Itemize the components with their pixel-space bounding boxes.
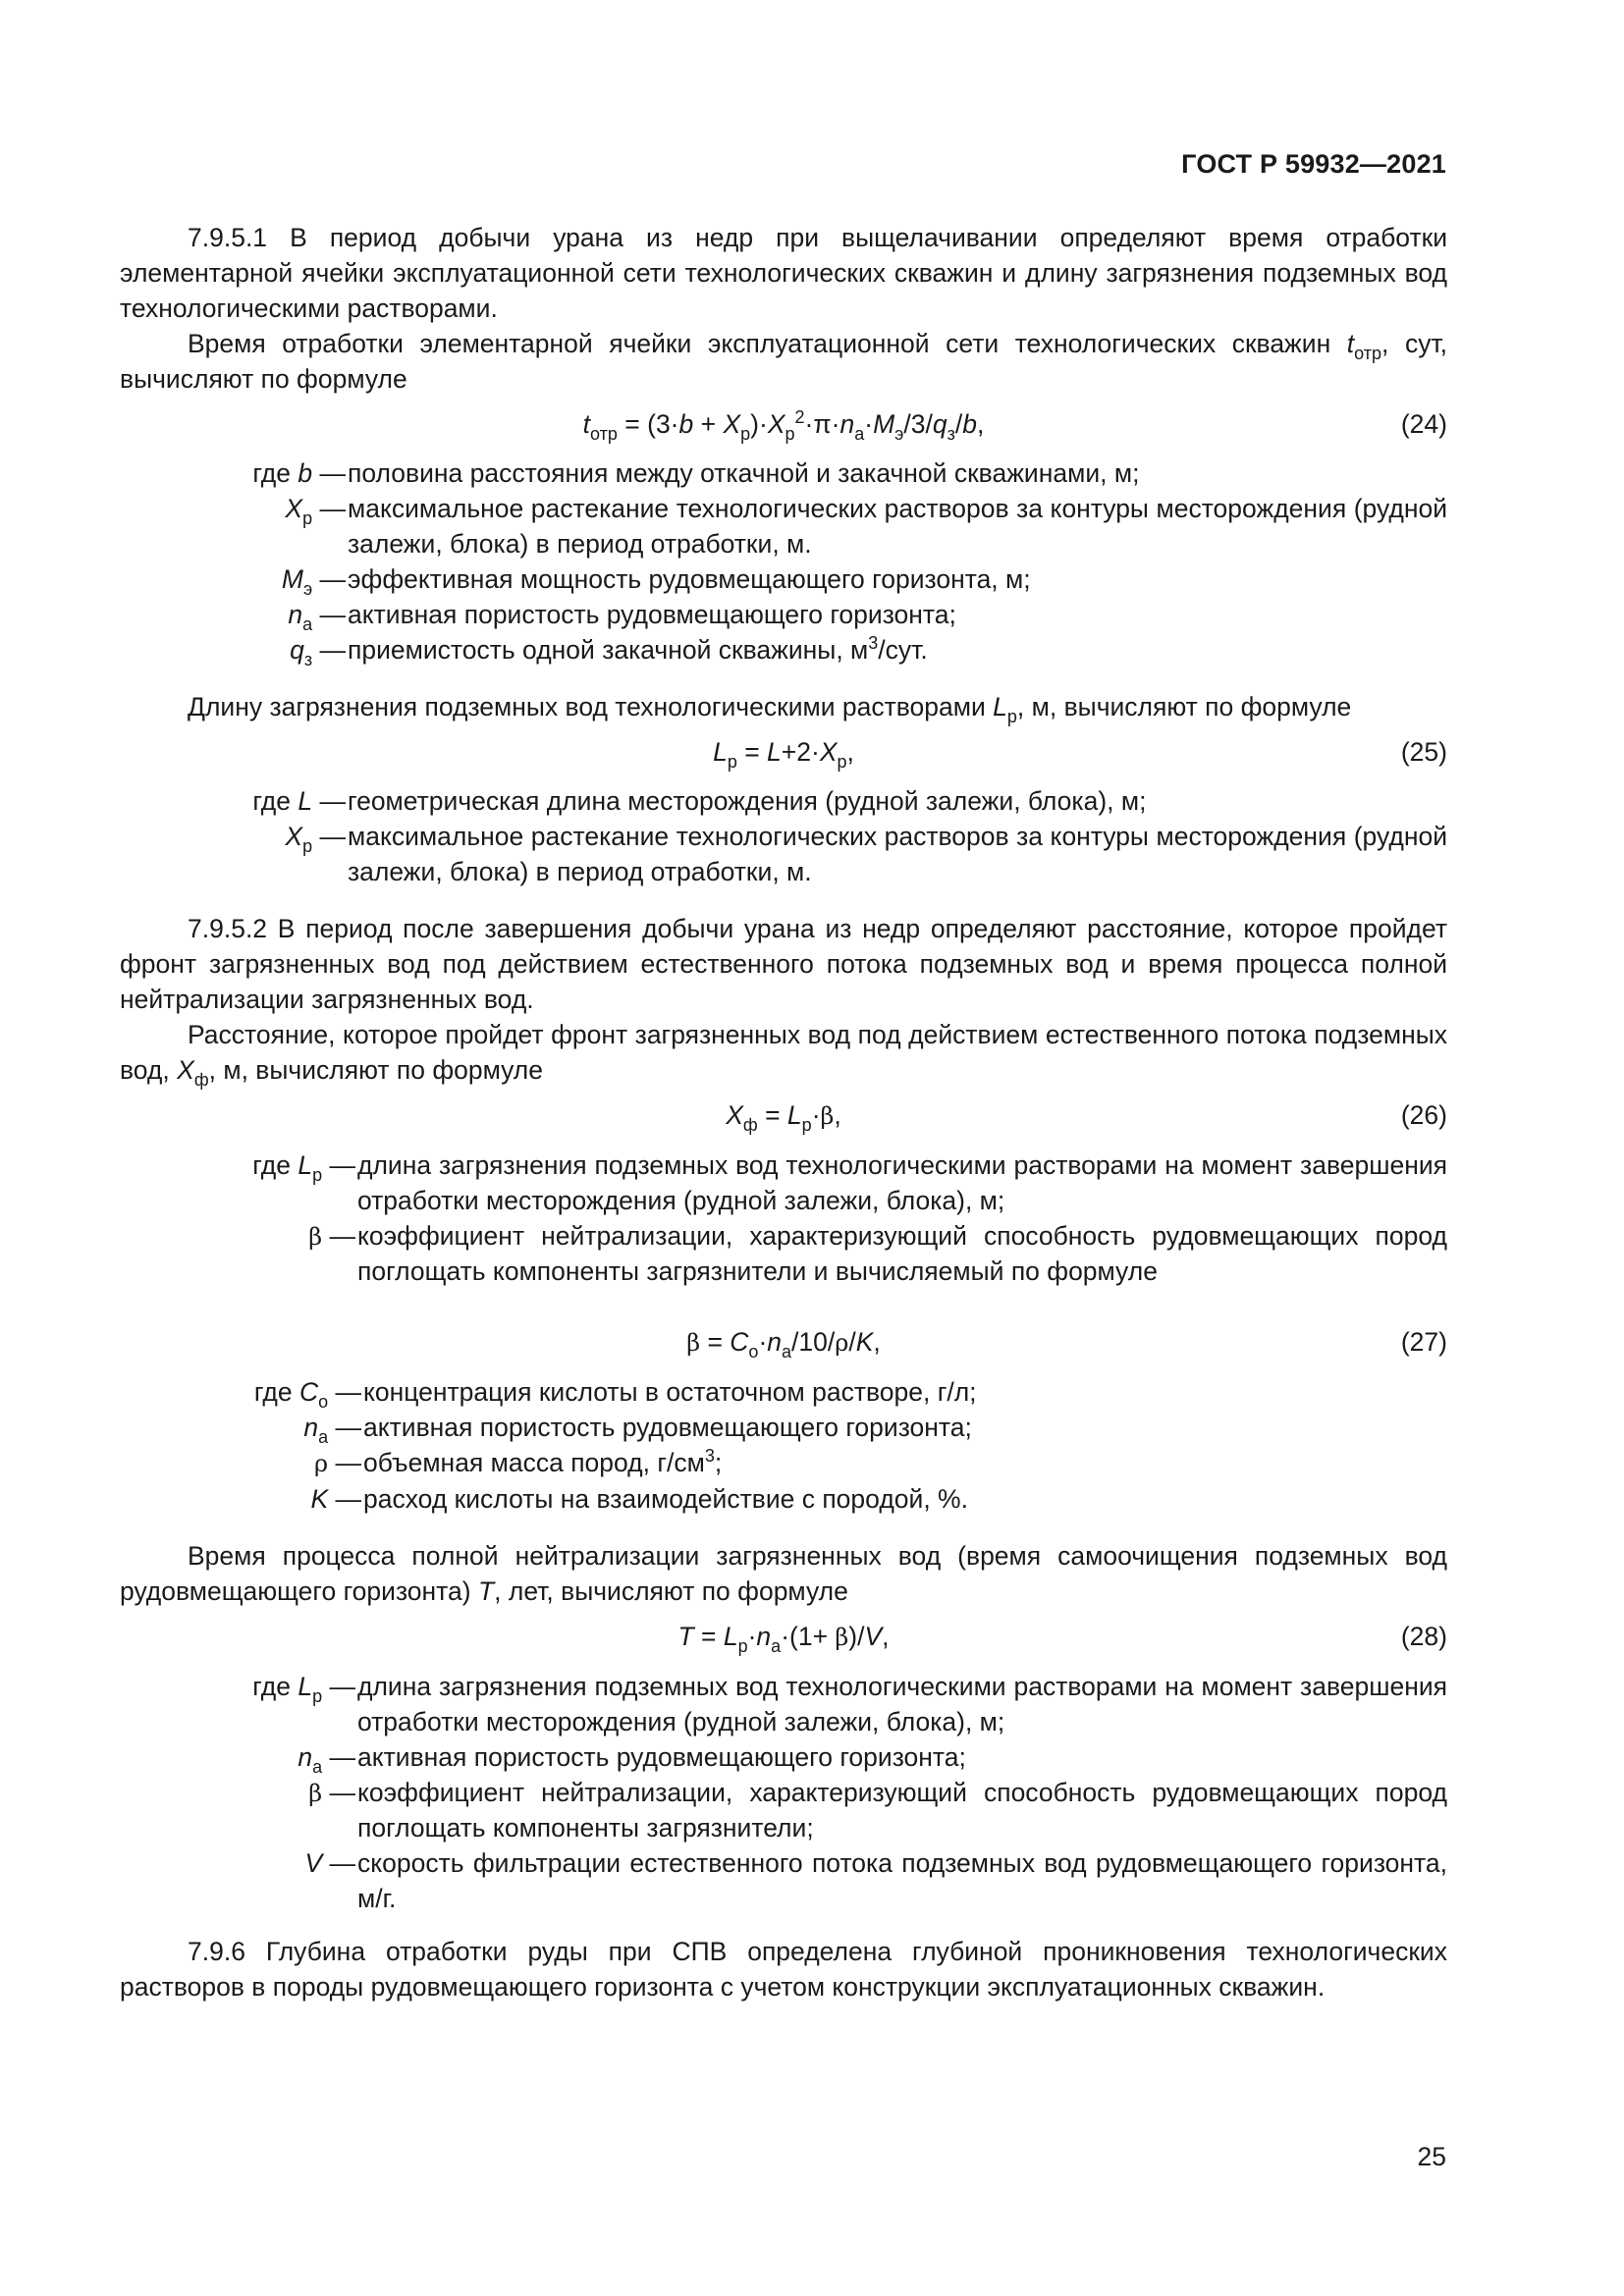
where-item: $n_а$ — активная пористость рудовмещающего горизонта; [298, 1742, 966, 1777]
paragraph-time-intro: Время отработки элементарной ячейки эксплуатационной сети технологических скважин $t_{отр}$, сут, вычисляют по формуле [120, 329, 1448, 394]
where-item: где b — половина расстояния между откачной и закачной скважинами, м; [252, 458, 1140, 488]
formula-number: (28) [1400, 1622, 1447, 1651]
where-item: $n_а$ — активная пористость рудовмещающего горизонта; [288, 600, 956, 634]
paragraph-7-9-5-2: 7.9.5.2 В период после завершения добычи урана из недр определяют расстояние, которое пройдет фронт загрязненных вод под действием естественного потока подземных вод и время процесса полной нейтрализации загрязненных вод. [120, 914, 1447, 1014]
formula-26: $X_ф = L_р\cdot\beta$, (26) [120, 1097, 1447, 1134]
where-item: β — коэффициент нейтрализации, характеризующий способность рудовмещающих пород поглощать компоненты загрязнители и вычисляемый по формуле [308, 1221, 1447, 1286]
where-list-25 [120, 783, 1447, 889]
paragraph-length-intro: Длину загрязнения подземных вод технологическими растворами $L_р$, м, вычисляют по формуле [188, 692, 1352, 726]
document-body [120, 220, 1447, 2004]
formula-number: (24) [1400, 409, 1447, 439]
where-item: $X_р$ — максимальное растекание технологических растворов за контуры месторождения (рудной залежи, блока) в период отработки, м. [285, 494, 1447, 559]
where-list-24 [120, 455, 1447, 667]
where-list-26 [120, 1148, 1447, 1289]
page-number: 25 [1417, 2142, 1446, 2171]
where-item: K — расход кислоты на взаимодействие с породой, %. [310, 1484, 968, 1514]
where-item: $M_э$ — эффективная мощность рудовмещающего горизонта, м; [281, 564, 1031, 599]
formula-27: $\beta = C_о\cdot n_а/10/\rho/K$, (27) [120, 1324, 1447, 1361]
where-item: $X_р$ — максимальное растекание технологических растворов за контуры месторождения (рудной залежи, блока) в период отработки, м. [285, 822, 1447, 886]
formula-24: $t_{отр} = (3\cdot b + X_р)\cdot X_р^2\cdot\pi\cdot n_а\cdot M_э/3/q_з/b$, (24) [582, 407, 1447, 444]
paragraph-7-9-6: 7.9.6 Глубина отработки руды при СПВ определена глубиной проникновения технологических растворов в породы рудовмещающего горизонта с учетом конструкции эксплуатационных скважин. [120, 1937, 1447, 2002]
standard-header: ГОСТ Р 59932—2021 [1181, 149, 1446, 179]
formula-28: $T = L_р\cdot n_а\cdot(1+ \beta)/V$, (28) [120, 1619, 1447, 1655]
paragraph-distance-intro: Расстояние, которое пройдет фронт загрязненных вод под действием естественного потока подземных вод, $X_ф$, м, вычисляют по формуле [120, 1020, 1447, 1090]
where-list-27 [120, 1374, 1447, 1517]
where-item: β — коэффициент нейтрализации, характеризующий способность рудовмещающих пород поглощать компоненты загрязнители; [308, 1778, 1447, 1842]
where-item: где L — геометрическая длина месторождения (рудной залежи, блока), м; [252, 786, 1147, 816]
formula-number: (26) [1400, 1100, 1447, 1130]
formula-number: (27) [1400, 1327, 1447, 1357]
paragraph-neutralization-intro: Время процесса полной нейтрализации загрязненных вод (время самоочищения подземных вод рудовмещающего горизонта) T, лет, вычисляют по формуле [120, 1541, 1447, 1606]
where-list-28 [120, 1669, 1447, 1916]
where-item: где $C_о$ — концентрация кислоты в остаточном растворе, г/л; [253, 1377, 977, 1412]
paragraph-7-9-5-1: 7.9.5.1 В период добычи урана из недр при выщелачивании определяют время отработки элементарной ячейки эксплуатационной сети технологических скважин и длину загрязнения подземных вод технологическими растворами. [120, 223, 1447, 323]
where-item: ρ — объемная масса пород, $г/см^3$; [314, 1446, 723, 1477]
where-item: V — скорость фильтрации естественного потока подземных вод рудовмещающего горизонта, м/г. [304, 1848, 1447, 1913]
formula-number: (25) [1400, 737, 1447, 767]
formula-25: $L_р = L+2\cdot X_р$, (25) [120, 734, 1447, 770]
where-item: $q_з$ — приемистость одной закачной скважины, $м^3$/сут. [290, 633, 928, 669]
where-item: $n_а$ — активная пористость рудовмещающего горизонта; [303, 1413, 972, 1447]
where-item: где $L_р$ — длина загрязнения подземных вод технологическими растворами на момент завершения отработки месторождения (рудной залежи, блока), м; [252, 1150, 1447, 1215]
where-item: где $L_р$ — длина загрязнения подземных вод технологическими растворами на момент завершения отработки месторождения (рудной залежи, блока), м; [252, 1672, 1447, 1736]
